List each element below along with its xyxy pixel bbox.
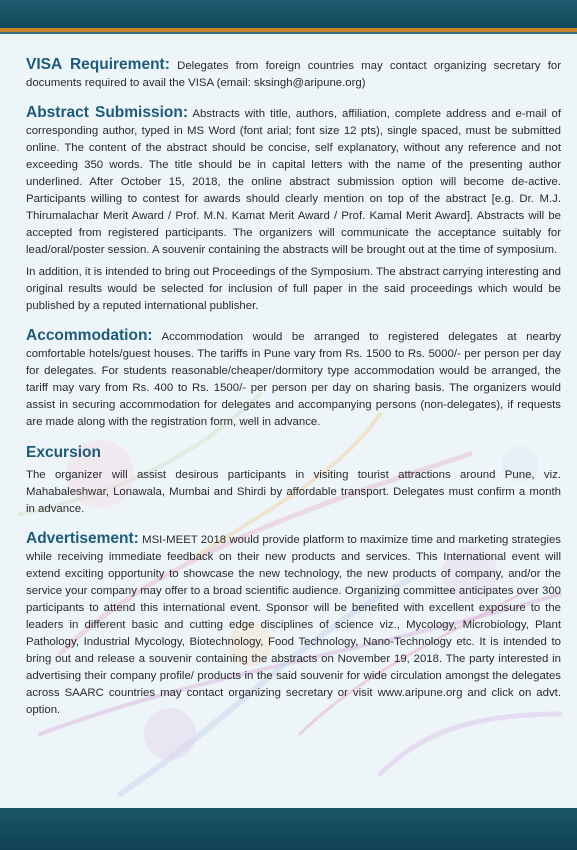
advertisement-body: MSI-MEET 2018 would provide platform to maximize time and marketing strategies while receiving immediate feedback on their new products and services. This International event will extend exciting opportunity to showcase the new technology, the new products of company, and/or the service your company may offer to a broad scientific audience. Organizing committee anticipates over 300 participants to attend this international event. Sponsor will be benefited with excellent exposure to the leaders in different basic and cutting edge disciplines of science viz., Mycology, Microbiology, Plant Pathology, Industrial Mycology, Biotechnology, Food Technology, Nano-Technology etc. It is intended to bring out and release a souvenir containing the abstracts on November 19, 2018. The party interested in advertising their company profile/ products in the said souvenir for wide circulation amongst the delegates across SAARC countries may contact organizing secretary or visit www.aripune.org and click on advt. option. xyxy=(26,534,561,716)
excursion-heading: Excursion xyxy=(26,444,101,461)
accommodation-body: Accommodation would be arranged to registered delegates at nearby comfortable hotels/guest houses. The tariffs in Pune vary from Rs. 1500 to Rs. 5000/- per person per day for delegates. For students reasonable/cheaper/dormitory type accommodation would be arranged, the tariff may vary from Rs. 400 to Rs. 1500/- per person per day on sharing basis. The organizers would assist in securing accommodation for delegates and accompanying persons (non-delegates), if requests are made along with the registration form, well in advance. xyxy=(26,331,561,428)
abstract-body: Abstracts with title, authors, affiliation, complete address and e-mail of corresponding author, typed in MS Word (font arial; font size 12 pts), single spaced, must be submitted online. The content of the abstract should be concise, self explanatory, without any reference and not exceeding 350 words. The title should be in capital letters with the name of the presenting author underlined. After October 15, 2018, the online abstract submission option will become de-active. Participants willing to contest for awards should clearly mention on top of the abstract [e.g. Dr. M.J. Thirumalachar Merit Award / Prof. M.N. Kamat Merit Award / Prof. Kamal Merit Award]. Abstracts will be accepted from registered participants. The organizers will communicate the acceptance suitably for lead/oral/poster session. A souvenir containing the abstracts will be brought out at the time of symposium. xyxy=(26,108,561,256)
advertisement-heading: Advertisement: xyxy=(26,530,139,547)
main-content xyxy=(26,56,561,719)
accommodation-heading: Accommodation: xyxy=(26,327,153,344)
abstract-heading: Abstract Submission: xyxy=(26,104,188,121)
abstract-section xyxy=(26,104,561,259)
header-band xyxy=(0,0,577,28)
visa-body: Delegates from foreign countries may contact organizing secretary for documents required to avail the VISA (email: sksingh@aripune.org) xyxy=(26,60,561,89)
footer-band xyxy=(0,808,577,850)
visa-heading: VISA Requirement: xyxy=(26,56,170,73)
accommodation-section xyxy=(26,327,561,431)
excursion-body: The organizer will assist desirous participants in visiting tourist attractions around Pune, viz. Mahabaleshwar, Lonawala, Mumbai and Shirdi by affordable transport. Delegates must confirm a month in advance. xyxy=(26,469,561,515)
visa-section xyxy=(26,56,561,92)
abstract-proceedings-paragraph: In addition, it is intended to bring out Proceedings of the Symposium. The abstract carrying interesting and original results would be selected for inclusion of full paper in the said proceedings which would be published by a reputed international publisher. xyxy=(26,266,561,312)
advertisement-section xyxy=(26,530,561,719)
